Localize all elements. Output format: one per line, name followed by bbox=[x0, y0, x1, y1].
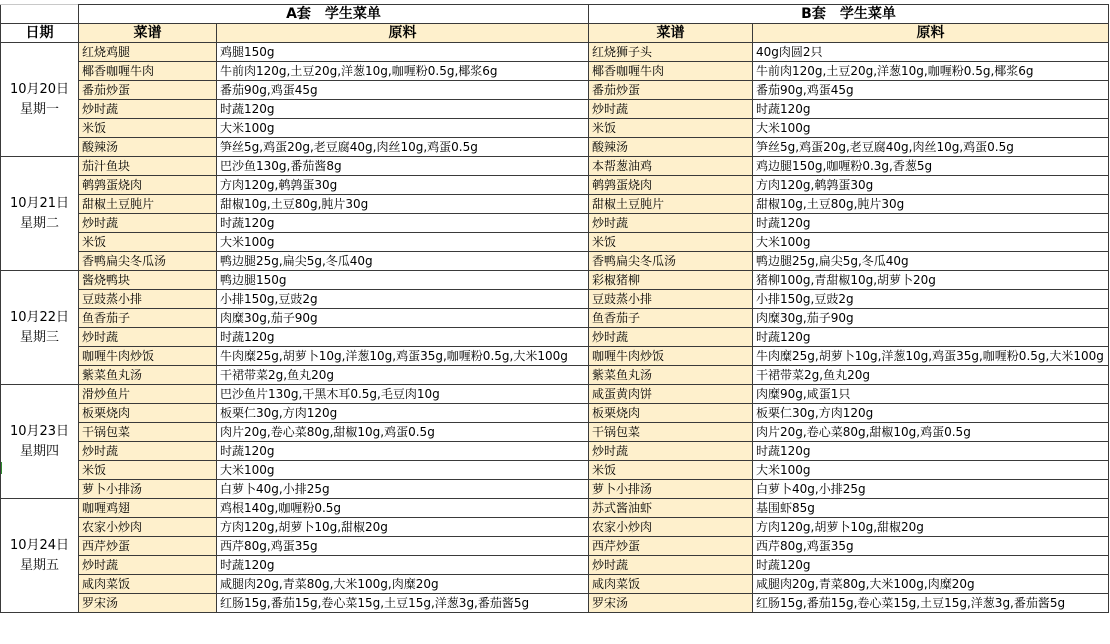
set-b-dish[interactable]: 甜椒土豆肫片 bbox=[589, 195, 753, 214]
day-date: 10月23日 bbox=[9, 423, 70, 439]
menu-row bbox=[1, 575, 1109, 594]
set-a-ingredients[interactable]: 时蔬120g bbox=[217, 100, 589, 119]
set-a-ingredients[interactable]: 时蔬120g bbox=[217, 556, 589, 575]
day-cell[interactable] bbox=[1, 157, 79, 271]
set-b-dish[interactable]: 咸肉菜饭 bbox=[589, 575, 753, 594]
set-b-ingredients[interactable]: 鸭边腿25g,扁尖5g,冬瓜40g bbox=[753, 252, 1109, 271]
set-a-ingredients[interactable]: 巴沙鱼片130g,干黑木耳0.5g,毛豆肉10g bbox=[217, 385, 589, 404]
menu-row bbox=[1, 556, 1109, 575]
set-b-ingredients[interactable]: 红肠15g,番茄15g,卷心菜15g,土豆15g,洋葱3g,番茄酱5g bbox=[753, 594, 1109, 613]
day-date: 10月22日 bbox=[9, 309, 70, 325]
set-a-dish[interactable]: 滑炒鱼片 bbox=[79, 385, 217, 404]
set-a-ingredients[interactable]: 白萝卜40g,小排25g bbox=[217, 480, 589, 499]
set-b-dish[interactable]: 板栗烧肉 bbox=[589, 404, 753, 423]
set-a-ingredients[interactable]: 鸡根140g,咖喱粉0.5g bbox=[217, 499, 589, 518]
set-a-ingredients[interactable]: 干裙带菜2g,鱼丸20g bbox=[217, 366, 589, 385]
menu-row bbox=[1, 119, 1109, 138]
set-b-ingredients[interactable]: 笋丝5g,鸡蛋20g,老豆腐40g,肉丝10g,鸡蛋0.5g bbox=[753, 138, 1109, 157]
day-cell[interactable] bbox=[1, 43, 79, 157]
set-a-ingredients-header[interactable]: 原料 bbox=[217, 24, 589, 43]
menu-row bbox=[1, 43, 1109, 62]
set-b-ingredients[interactable]: 时蔬120g bbox=[753, 328, 1109, 347]
menu-row bbox=[1, 480, 1109, 499]
set-a-ingredients[interactable]: 时蔬120g bbox=[217, 442, 589, 461]
set-a-dish[interactable]: 豆豉蒸小排 bbox=[79, 290, 217, 309]
set-a-ingredients[interactable]: 红肠15g,番茄15g,卷心菜15g,土豆15g,洋葱3g,番茄酱5g bbox=[217, 594, 589, 613]
set-a-ingredients[interactable]: 大米100g bbox=[217, 233, 589, 252]
menu-row bbox=[1, 138, 1109, 157]
set-b-ingredients[interactable]: 40g肉圆2只 bbox=[753, 43, 1109, 62]
set-a-dish[interactable]: 板栗烧肉 bbox=[79, 404, 217, 423]
set-a-ingredients[interactable]: 番茄90g,鸡蛋45g bbox=[217, 81, 589, 100]
day-weekday: 星期三 bbox=[19, 329, 59, 345]
set-b-ingredients[interactable]: 时蔬120g bbox=[753, 442, 1109, 461]
set-a-ingredients[interactable]: 板栗仁30g,方肉120g bbox=[217, 404, 589, 423]
set-b-title[interactable]: B套 学生菜单 bbox=[589, 5, 1109, 24]
set-b-ingredients[interactable]: 大米100g bbox=[753, 119, 1109, 138]
set-b-ingredients[interactable]: 时蔬120g bbox=[753, 100, 1109, 119]
set-a-dish[interactable]: 甜椒土豆肫片 bbox=[79, 195, 217, 214]
day-weekday: 星期二 bbox=[19, 215, 59, 231]
set-a-dish[interactable]: 咖喱牛肉炒饭 bbox=[79, 347, 217, 366]
day-date: 10月24日 bbox=[9, 537, 70, 553]
menu-row bbox=[1, 252, 1109, 271]
menu-row bbox=[1, 499, 1109, 518]
day-weekday: 星期五 bbox=[19, 557, 59, 573]
set-b-ingredients[interactable]: 时蔬120g bbox=[753, 556, 1109, 575]
set-b-dish[interactable]: 干锅包菜 bbox=[589, 423, 753, 442]
date-column-header[interactable]: 日期 bbox=[1, 24, 79, 43]
day-cell[interactable] bbox=[1, 499, 79, 613]
set-a-ingredients[interactable]: 大米100g bbox=[217, 461, 589, 480]
set-b-dish[interactable]: 炒时蔬 bbox=[589, 442, 753, 461]
set-b-dish[interactable]: 咸蛋黄肉饼 bbox=[589, 385, 753, 404]
menu-row bbox=[1, 176, 1109, 195]
set-b-dish[interactable]: 本帮葱油鸡 bbox=[589, 157, 753, 176]
set-a-dish[interactable]: 米饭 bbox=[79, 119, 217, 138]
set-a-dish-header[interactable]: 菜谱 bbox=[79, 24, 217, 43]
set-a-ingredients[interactable]: 肉片20g,卷心菜80g,甜椒10g,鸡蛋0.5g bbox=[217, 423, 589, 442]
set-b-dish[interactable]: 西芹炒蛋 bbox=[589, 537, 753, 556]
set-b-ingredients[interactable]: 甜椒10g,土豆80g,肫片30g bbox=[753, 195, 1109, 214]
menu-row bbox=[1, 81, 1109, 100]
set-b-ingredients[interactable]: 基围虾85g bbox=[753, 499, 1109, 518]
set-a-dish[interactable]: 红烧鸡腿 bbox=[79, 43, 217, 62]
set-b-ingredients[interactable]: 板栗仁30g,方肉120g bbox=[753, 404, 1109, 423]
set-a-dish[interactable]: 干锅包菜 bbox=[79, 423, 217, 442]
menu-row bbox=[1, 404, 1109, 423]
set-b-ingredients[interactable]: 鸡边腿150g,咖喱粉0.3g,香葱5g bbox=[753, 157, 1109, 176]
set-a-ingredients[interactable]: 鸭边腿150g bbox=[217, 271, 589, 290]
set-b-dish[interactable]: 彩椒猪柳 bbox=[589, 271, 753, 290]
set-b-ingredients[interactable]: 咸腿肉20g,青菜80g,大米100g,肉糜20g bbox=[753, 575, 1109, 594]
set-title-row bbox=[1, 5, 1109, 24]
menu-row bbox=[1, 233, 1109, 252]
set-a-ingredients[interactable]: 咸腿肉20g,青菜80g,大米100g,肉糜20g bbox=[217, 575, 589, 594]
set-a-dish[interactable]: 椰香咖喱牛肉 bbox=[79, 62, 217, 81]
set-b-ingredients[interactable]: 牛前肉120g,土豆20g,洋葱10g,咖喱粉0.5g,椰浆6g bbox=[753, 62, 1109, 81]
set-a-dish[interactable]: 炒时蔬 bbox=[79, 556, 217, 575]
set-a-ingredients[interactable]: 时蔬120g bbox=[217, 328, 589, 347]
set-a-ingredients[interactable]: 巴沙鱼130g,番茄酱8g bbox=[217, 157, 589, 176]
menu-row bbox=[1, 594, 1109, 613]
set-a-dish[interactable]: 萝卜小排汤 bbox=[79, 480, 217, 499]
menu-row bbox=[1, 195, 1109, 214]
set-a-dish[interactable]: 鹌鹑蛋烧肉 bbox=[79, 176, 217, 195]
set-a-ingredients[interactable]: 笋丝5g,鸡蛋20g,老豆腐40g,肉丝10g,鸡蛋0.5g bbox=[217, 138, 589, 157]
set-b-ingredients[interactable]: 猪柳100g,青甜椒10g,胡萝卜20g bbox=[753, 271, 1109, 290]
set-a-ingredients[interactable]: 牛前肉120g,土豆20g,洋葱10g,咖喱粉0.5g,椰浆6g bbox=[217, 62, 589, 81]
set-b-ingredients[interactable]: 肉糜30g,茄子90g bbox=[753, 309, 1109, 328]
set-b-dish[interactable]: 炒时蔬 bbox=[589, 100, 753, 119]
set-a-ingredients[interactable]: 甜椒10g,土豆80g,肫片30g bbox=[217, 195, 589, 214]
set-b-ingredients[interactable]: 大米100g bbox=[753, 233, 1109, 252]
set-b-dish[interactable]: 香鸭扁尖冬瓜汤 bbox=[589, 252, 753, 271]
day-cell[interactable] bbox=[1, 385, 79, 499]
set-a-dish[interactable]: 香鸭扁尖冬瓜汤 bbox=[79, 252, 217, 271]
set-a-dish[interactable]: 罗宋汤 bbox=[79, 594, 217, 613]
day-weekday: 星期四 bbox=[19, 443, 59, 459]
set-a-dish[interactable]: 酸辣汤 bbox=[79, 138, 217, 157]
set-b-dish-header[interactable]: 菜谱 bbox=[589, 24, 753, 43]
set-b-dish[interactable]: 苏式酱油虾 bbox=[589, 499, 753, 518]
set-b-dish[interactable]: 米饭 bbox=[589, 119, 753, 138]
set-b-ingredients[interactable]: 大米100g bbox=[753, 461, 1109, 480]
set-a-dish[interactable]: 米饭 bbox=[79, 461, 217, 480]
set-b-dish[interactable]: 萝卜小排汤 bbox=[589, 480, 753, 499]
set-a-dish[interactable]: 炒时蔬 bbox=[79, 328, 217, 347]
set-b-dish[interactable]: 豆豉蒸小排 bbox=[589, 290, 753, 309]
set-b-dish[interactable]: 椰香咖喱牛肉 bbox=[589, 62, 753, 81]
menu-row bbox=[1, 537, 1109, 556]
set-a-ingredients[interactable]: 小排150g,豆豉2g bbox=[217, 290, 589, 309]
set-b-dish[interactable]: 鹌鹑蛋烧肉 bbox=[589, 176, 753, 195]
set-a-dish[interactable]: 咸肉菜饭 bbox=[79, 575, 217, 594]
set-a-ingredients[interactable]: 鸭边腿25g,扁尖5g,冬瓜40g bbox=[217, 252, 589, 271]
set-b-dish[interactable]: 炒时蔬 bbox=[589, 556, 753, 575]
menu-row bbox=[1, 62, 1109, 81]
set-a-dish[interactable]: 西芹炒蛋 bbox=[79, 537, 217, 556]
menu-row bbox=[1, 461, 1109, 480]
set-a-ingredients[interactable]: 肉糜30g,茄子90g bbox=[217, 309, 589, 328]
day-weekday: 星期一 bbox=[19, 101, 59, 117]
set-b-dish[interactable]: 米饭 bbox=[589, 461, 753, 480]
set-a-ingredients[interactable]: 方肉120g,胡萝卜10g,甜椒20g bbox=[217, 518, 589, 537]
set-a-dish[interactable]: 番茄炒蛋 bbox=[79, 81, 217, 100]
menu-row bbox=[1, 385, 1109, 404]
set-b-dish[interactable]: 红烧狮子头 bbox=[589, 43, 753, 62]
day-date: 10月20日 bbox=[9, 81, 70, 97]
set-b-ingredients[interactable]: 番茄90g,鸡蛋45g bbox=[753, 81, 1109, 100]
menu-row bbox=[1, 347, 1109, 366]
set-b-ingredients[interactable]: 肉片20g,卷心菜80g,甜椒10g,鸡蛋0.5g bbox=[753, 423, 1109, 442]
set-b-dish[interactable]: 紫菜鱼丸汤 bbox=[589, 366, 753, 385]
corner-cell[interactable] bbox=[1, 5, 79, 24]
set-b-dish[interactable]: 咖喱牛肉炒饭 bbox=[589, 347, 753, 366]
set-b-dish[interactable]: 酸辣汤 bbox=[589, 138, 753, 157]
set-a-dish[interactable]: 茄汁鱼块 bbox=[79, 157, 217, 176]
set-b-ingredients[interactable]: 时蔬120g bbox=[753, 214, 1109, 233]
menu-row bbox=[1, 100, 1109, 119]
set-b-ingredients[interactable]: 西芹80g,鸡蛋35g bbox=[753, 537, 1109, 556]
set-a-dish[interactable]: 米饭 bbox=[79, 233, 217, 252]
set-b-dish[interactable]: 炒时蔬 bbox=[589, 214, 753, 233]
menu-row bbox=[1, 442, 1109, 461]
menu-row bbox=[1, 328, 1109, 347]
set-b-ingredients[interactable]: 方肉120g,胡萝卜10g,甜椒20g bbox=[753, 518, 1109, 537]
menu-row bbox=[1, 309, 1109, 328]
set-a-ingredients[interactable]: 西芹80g,鸡蛋35g bbox=[217, 537, 589, 556]
menu-row bbox=[1, 271, 1109, 290]
set-b-dish[interactable]: 番茄炒蛋 bbox=[589, 81, 753, 100]
menu-row bbox=[1, 518, 1109, 537]
set-a-dish[interactable]: 炒时蔬 bbox=[79, 100, 217, 119]
student-menu-table bbox=[0, 4, 1109, 613]
set-a-ingredients[interactable]: 方肉120g,鹌鹑蛋30g bbox=[217, 176, 589, 195]
menu-row bbox=[1, 157, 1109, 176]
set-b-dish[interactable]: 米饭 bbox=[589, 233, 753, 252]
set-a-dish[interactable]: 农家小炒肉 bbox=[79, 518, 217, 537]
day-date: 10月21日 bbox=[9, 195, 70, 211]
set-a-dish[interactable]: 酱烧鸭块 bbox=[79, 271, 217, 290]
set-a-ingredients[interactable]: 时蔬120g bbox=[217, 214, 589, 233]
menu-row bbox=[1, 214, 1109, 233]
set-b-dish[interactable]: 罗宋汤 bbox=[589, 594, 753, 613]
set-b-ingredients-header[interactable]: 原料 bbox=[753, 24, 1109, 43]
set-b-ingredients[interactable]: 肉糜90g,咸蛋1只 bbox=[753, 385, 1109, 404]
set-b-dish[interactable]: 鱼香茄子 bbox=[589, 309, 753, 328]
day-cell[interactable] bbox=[1, 271, 79, 385]
set-b-ingredients[interactable]: 牛肉糜25g,胡萝卜10g,洋葱10g,鸡蛋35g,咖喱粉0.5g,大米100g bbox=[753, 347, 1109, 366]
menu-row bbox=[1, 366, 1109, 385]
column-header-row bbox=[1, 24, 1109, 43]
menu-row bbox=[1, 290, 1109, 309]
set-b-ingredients[interactable]: 干裙带菜2g,鱼丸20g bbox=[753, 366, 1109, 385]
set-b-ingredients[interactable]: 小排150g,豆豉2g bbox=[753, 290, 1109, 309]
set-a-ingredients[interactable]: 鸡腿150g bbox=[217, 43, 589, 62]
set-b-dish[interactable]: 炒时蔬 bbox=[589, 328, 753, 347]
menu-row bbox=[1, 423, 1109, 442]
set-a-dish[interactable]: 紫菜鱼丸汤 bbox=[79, 366, 217, 385]
set-b-ingredients[interactable]: 方肉120g,鹌鹑蛋30g bbox=[753, 176, 1109, 195]
set-a-dish[interactable]: 炒时蔬 bbox=[79, 214, 217, 233]
set-a-title[interactable]: A套 学生菜单 bbox=[79, 5, 589, 24]
set-a-ingredients[interactable]: 大米100g bbox=[217, 119, 589, 138]
set-a-dish[interactable]: 咖喱鸡翅 bbox=[79, 499, 217, 518]
set-a-dish[interactable]: 鱼香茄子 bbox=[79, 309, 217, 328]
set-b-ingredients[interactable]: 白萝卜40g,小排25g bbox=[753, 480, 1109, 499]
set-b-dish[interactable]: 农家小炒肉 bbox=[589, 518, 753, 537]
set-a-ingredients[interactable]: 牛肉糜25g,胡萝卜10g,洋葱10g,鸡蛋35g,咖喱粉0.5g,大米100g bbox=[217, 347, 589, 366]
set-a-dish[interactable]: 炒时蔬 bbox=[79, 442, 217, 461]
